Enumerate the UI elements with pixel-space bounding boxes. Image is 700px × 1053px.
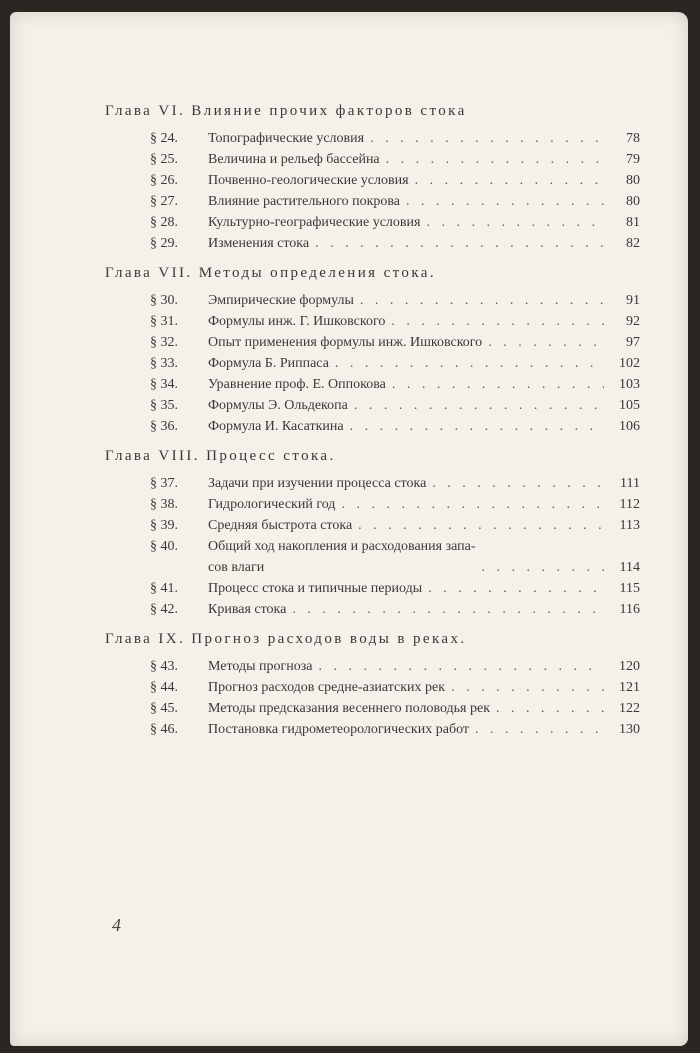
toc-entry (150, 332, 640, 353)
dot-leader (392, 374, 604, 395)
entry-title-wrap (208, 416, 344, 437)
entry-title: Формула Б. Риппаса (208, 356, 329, 371)
dot-leader (428, 578, 604, 599)
entry-page-number: 78 (626, 131, 640, 146)
dot-leader (319, 656, 604, 677)
toc-entry (150, 599, 640, 620)
chapter-section (105, 628, 640, 740)
chapter-title: Глава VIII. Процесс стока. (105, 448, 336, 464)
entry-title-wrap (208, 656, 313, 677)
entry-title: Средняя быстрота стока (208, 518, 353, 533)
entry-title-wrap (208, 536, 476, 578)
toc-entry (150, 290, 640, 311)
toc-entry (150, 416, 640, 437)
entry-title: Кривая стока (208, 602, 287, 617)
entry-page-number: 120 (619, 659, 640, 674)
entry-title-wrap (208, 698, 490, 719)
dot-leader (475, 719, 604, 740)
entry-page-number: 91 (626, 293, 640, 308)
toc-entry (150, 212, 640, 233)
section-number: § 25. (150, 152, 178, 167)
chapter-title: Глава VI. Влияние прочих факторов стока (105, 103, 467, 119)
entry-page-number: 111 (620, 476, 640, 491)
entry-page-number: 97 (626, 335, 640, 350)
toc-entry (150, 128, 640, 149)
section-number: § 46. (150, 722, 178, 737)
entry-title-wrap (208, 353, 329, 374)
toc-entry (150, 494, 640, 515)
entry-page-number: 112 (619, 497, 640, 512)
entry-title: Методы предсказания весеннего половодья рек (208, 701, 491, 716)
dot-leader (341, 494, 604, 515)
chapter-section (105, 445, 640, 620)
dot-leader (370, 128, 604, 149)
entry-page-number: 81 (626, 215, 640, 230)
entry-page-number: 121 (619, 680, 640, 695)
dot-leader (406, 191, 604, 212)
entry-title: Процесс стока и типичные периоды (208, 581, 423, 596)
entry-title: Гидрологический год (208, 497, 336, 512)
entry-title-wrap (208, 311, 385, 332)
entry-title-wrap (208, 719, 469, 740)
toc-entry (150, 719, 640, 740)
entry-title-wrap (208, 374, 386, 395)
toc-entry (150, 698, 640, 719)
entry-title-wrap (208, 494, 335, 515)
section-number: § 35. (150, 398, 178, 413)
dot-leader (335, 353, 604, 374)
entry-title: Формулы инж. Г. Ишковского (208, 314, 386, 329)
section-number: § 27. (150, 194, 178, 209)
toc-entry (150, 191, 640, 212)
entry-title: Уравнение проф. Е. Оппокова (208, 377, 386, 392)
dot-leader (496, 698, 604, 719)
section-number: § 36. (150, 419, 178, 434)
toc-entry (150, 374, 640, 395)
entry-title-wrap (208, 212, 420, 233)
entry-page-number: 92 (626, 314, 640, 329)
section-number: § 40. (150, 539, 178, 554)
dot-leader (391, 311, 604, 332)
section-number: § 43. (150, 659, 178, 674)
section-number: § 45. (150, 701, 178, 716)
entry-page-number: 103 (619, 377, 640, 392)
chapter-title: Глава VII. Методы определения стока. (105, 265, 436, 281)
entry-title-wrap (208, 578, 422, 599)
section-number: § 29. (150, 236, 178, 251)
toc-entry (150, 149, 640, 170)
dot-leader (482, 557, 604, 578)
entry-title: Формулы Э. Ольдекопа (208, 398, 348, 413)
entry-title-wrap (208, 290, 354, 311)
entry-title: Прогноз расходов средне-азиатских рек (208, 680, 446, 695)
toc-entry (150, 170, 640, 191)
entry-list (105, 473, 640, 620)
entry-title-wrap (208, 170, 409, 191)
entry-title: Эмпирические формулы (208, 293, 354, 308)
entry-title-wrap (208, 332, 482, 353)
entry-list (105, 290, 640, 437)
dot-leader (354, 395, 604, 416)
entry-title: Формула И. Касаткина (208, 419, 344, 434)
entry-title: Постановка гидрометеорологических работ (208, 722, 469, 737)
chapter-section (105, 262, 640, 437)
toc-entry (150, 395, 640, 416)
section-number: § 44. (150, 680, 178, 695)
dot-leader (292, 599, 604, 620)
entry-page-number: 105 (619, 398, 640, 413)
entry-page-number: 80 (626, 173, 640, 188)
dot-leader (360, 290, 604, 311)
dot-leader (451, 677, 604, 698)
chapter-section (105, 100, 640, 254)
section-number: § 34. (150, 377, 178, 392)
section-number: § 24. (150, 131, 178, 146)
entry-title-wrap (208, 599, 286, 620)
book-page (10, 12, 688, 1046)
dot-leader (415, 170, 604, 191)
section-number: § 39. (150, 518, 178, 533)
entry-title: Опыт применения формулы инж. Ишковского (208, 335, 483, 350)
entry-page-number: 106 (619, 419, 640, 434)
entry-page-number: 122 (619, 701, 640, 716)
entry-page-number: 113 (619, 518, 640, 533)
toc-entry (150, 311, 640, 332)
entry-page-number: 102 (619, 356, 640, 371)
entry-title-wrap (208, 395, 348, 416)
section-number: § 32. (150, 335, 178, 350)
entry-list (105, 656, 640, 740)
entry-title: Топографические условия (208, 131, 365, 146)
section-number: § 30. (150, 293, 178, 308)
toc-entry (150, 656, 640, 677)
dot-leader (488, 332, 604, 353)
dot-leader (315, 233, 604, 254)
dot-leader (386, 149, 604, 170)
toc-entry (150, 473, 640, 494)
dot-leader (358, 515, 604, 536)
entry-list (105, 128, 640, 254)
entry-page-number: 116 (619, 602, 640, 617)
entry-title-wrap (208, 515, 352, 536)
entry-page-number: 115 (619, 581, 640, 596)
toc-entry (150, 677, 640, 698)
section-number: § 37. (150, 476, 178, 491)
dot-leader (350, 416, 604, 437)
dot-leader (426, 212, 604, 233)
entry-title: Методы прогноза (208, 659, 313, 674)
entry-page-number: 80 (626, 194, 640, 209)
section-number: § 42. (150, 602, 178, 617)
entry-title-continued: сов влаги (208, 560, 265, 575)
section-number: § 28. (150, 215, 178, 230)
section-number: § 38. (150, 497, 178, 512)
page-number: 4 (112, 915, 121, 935)
entry-title-wrap (208, 233, 309, 254)
entry-title: Общий ход накопления и расходования запа- (208, 539, 476, 554)
toc-entry (150, 233, 640, 254)
toc-entry (150, 578, 640, 599)
toc-entry (150, 353, 640, 374)
section-number: § 33. (150, 356, 178, 371)
entry-title-wrap (208, 191, 400, 212)
section-number: § 31. (150, 314, 178, 329)
toc-entry (150, 536, 640, 578)
entry-title-wrap (208, 473, 426, 494)
entry-title: Величина и рельеф бассейна (208, 152, 380, 167)
entry-title-wrap (208, 149, 380, 170)
section-number: § 26. (150, 173, 178, 188)
entry-page-number: 79 (626, 152, 640, 167)
entry-title: Задачи при изучении процесса стока (208, 476, 427, 491)
entry-page-number: 130 (619, 722, 640, 737)
dot-leader (432, 473, 604, 494)
toc-entry (150, 515, 640, 536)
table-of-contents (105, 100, 640, 748)
chapter-title: Глава IX. Прогноз расходов воды в реках. (105, 631, 467, 647)
entry-title: Культурно-географические условия (208, 215, 421, 230)
entry-title-wrap (208, 128, 364, 149)
entry-title: Изменения стока (208, 236, 310, 251)
entry-page-number: 114 (619, 560, 640, 575)
section-number: § 41. (150, 581, 178, 596)
entry-title: Влияние растительного покрова (208, 194, 401, 209)
entry-title-wrap (208, 677, 445, 698)
entry-page-number: 82 (626, 236, 640, 251)
entry-title: Почвенно-геологические условия (208, 173, 409, 188)
